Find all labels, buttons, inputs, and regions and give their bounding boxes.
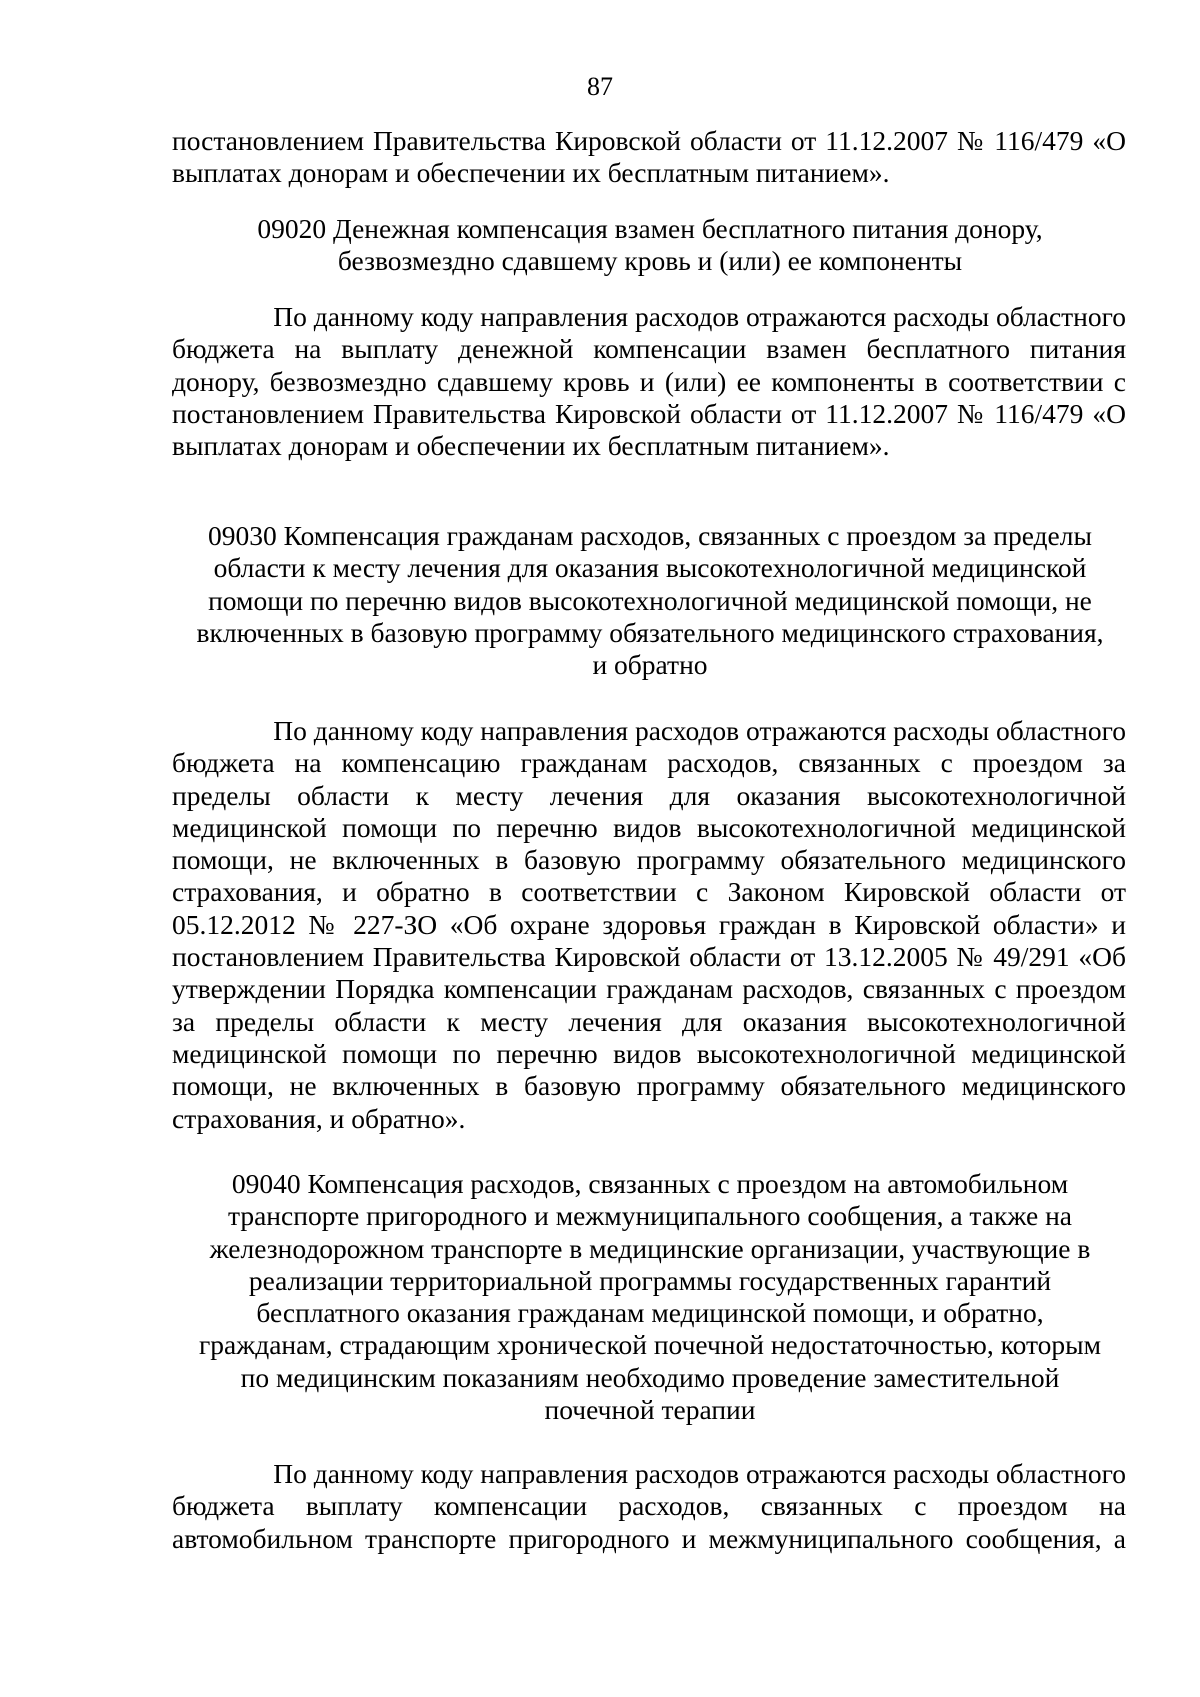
heading-line: включенных в базовую программу обязательного медицинского страхования, — [196, 616, 1104, 648]
paragraph-line: страхования, и обратно в соответствии с Законом Кировской области от — [172, 876, 1126, 908]
paragraph-line: 05.12.2012 № 227-ЗО «Об охране здоровья граждан в Кировской области» и — [172, 908, 1126, 940]
paragraph-line: выплатах донорам и обеспечении их бесплатным питанием». — [172, 430, 890, 462]
paragraph-line: По данному коду направления расходов отражаются расходы областного — [273, 715, 1126, 746]
paragraph-line: бюджета выплату компенсации расходов, связанных с проездом на — [172, 1490, 1126, 1522]
paragraph-line: бюджета на выплату денежной компенсации взамен бесплатного питания — [172, 333, 1126, 365]
continuation-paragraph — [172, 125, 1126, 190]
heading-line: 09030 Компенсация гражданам расходов, связанных с проездом за пределы — [208, 520, 1092, 551]
paragraph-line: постановлением Правительства Кировской области от 11.12.2007 № 116/479 «О — [172, 125, 1126, 156]
heading-line: области к месту лечения для оказания высокотехнологичной медицинской — [213, 552, 1087, 584]
heading-line: 09040 Компенсация расходов, связанных с проездом на автомобильном — [231, 1168, 1069, 1199]
section-body-09020 — [172, 301, 1126, 462]
heading-line: по медицинским показаниям необходимо проведение заместительной — [240, 1361, 1060, 1393]
paragraph-line: утверждении Порядка компенсации гражданам расходов, связанных с проездом — [172, 973, 1126, 1005]
paragraph-line: помощи, не включенных в базовую программу обязательного медицинского — [172, 844, 1126, 876]
heading-line: железнодорожном транспорте в медицинские организации, участвующие в — [209, 1232, 1091, 1264]
section-heading-09020 — [150, 213, 1150, 278]
paragraph-line: постановлением Правительства Кировской области от 11.12.2007 № 116/479 «О — [172, 397, 1126, 429]
paragraph-line: постановлением Правительства Кировской области от 13.12.2005 № 49/291 «Об — [172, 941, 1126, 973]
heading-line: бесплатного оказания гражданам медицинской помощи, и обратно, — [256, 1297, 1044, 1329]
heading-line: гражданам, страдающим хронической почечной недостаточностью, которым — [198, 1329, 1101, 1361]
paragraph-line: пределы области к месту лечения для оказания высокотехнологичной — [172, 779, 1126, 811]
paragraph-line: По данному коду направления расходов отражаются расходы областного — [273, 1458, 1126, 1489]
section-body-09040 — [172, 1458, 1126, 1555]
paragraph-line: за пределы области к месту лечения для оказания высокотехнологичной — [172, 1005, 1126, 1037]
section-body-09030 — [172, 715, 1126, 1135]
section-heading-09040 — [150, 1168, 1150, 1426]
heading-line: 09020 Денежная компенсация взамен бесплатного питания донору, — [257, 213, 1043, 244]
section-heading-09030 — [150, 520, 1150, 681]
heading-line: транспорте пригородного и межмуниципального сообщения, а также на — [228, 1200, 1072, 1232]
page-number: 87 — [587, 72, 613, 101]
paragraph-line: помощи, не включенных в базовую программу обязательного медицинского — [172, 1070, 1126, 1102]
heading-line: реализации территориальной программы государственных гарантий — [248, 1264, 1052, 1296]
heading-line: помощи по перечню видов высокотехнологичной медицинской помощи, не — [208, 584, 1092, 616]
heading-line: и обратно — [592, 649, 708, 681]
paragraph-line: донору, безвозмездно сдавшему кровь и (или) ее компоненты в соответствии с — [172, 365, 1126, 397]
heading-line: безвозмездно сдавшему кровь и (или) ее компоненты — [337, 245, 963, 277]
paragraph-line: По данному коду направления расходов отражаются расходы областного — [273, 301, 1126, 332]
paragraph-line: страхования, и обратно». — [172, 1102, 466, 1134]
paragraph-line: автомобильном транспорте пригородного и межмуниципального сообщения, а — [172, 1522, 1126, 1554]
paragraph-line: бюджета на компенсацию гражданам расходов, связанных с проездом за — [172, 747, 1126, 779]
paragraph-line: медицинской помощи по перечню видов высокотехнологичной медицинской — [172, 1037, 1126, 1069]
paragraph-line: медицинской помощи по перечню видов высокотехнологичной медицинской — [172, 811, 1126, 843]
paragraph-line: выплатах донорам и обеспечении их бесплатным питанием». — [172, 157, 890, 189]
heading-line: почечной терапии — [544, 1394, 756, 1426]
